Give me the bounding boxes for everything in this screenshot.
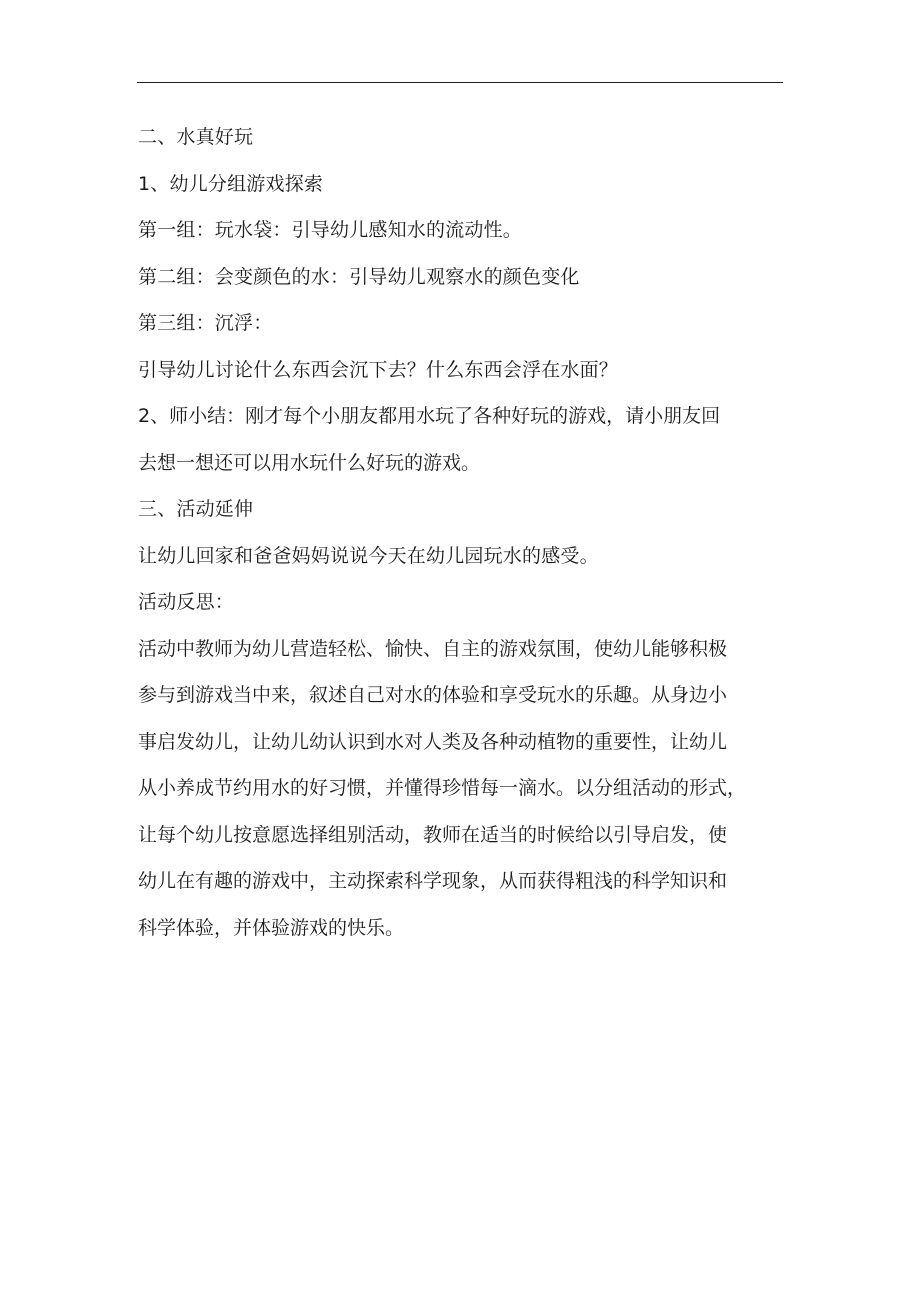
reflection-line: 科学体验，并体验游戏的快乐。 xyxy=(138,916,405,939)
extension-text: 让幼儿回家和爸爸妈妈说说今天在幼儿园玩水的感受。 xyxy=(138,544,599,567)
reflection-line: 事启发幼儿，让幼儿幼认识到水对人类及各种动植物的重要性，让幼儿 xyxy=(138,730,728,753)
summary-line-2: 去想一想还可以用水玩什么好玩的游戏。 xyxy=(138,451,481,474)
reflection-line: 从小养成节约用水的好习惯，并懂得珍惜每一滴水。以分组活动的形式， xyxy=(138,777,747,799)
group-1-text: 第一组：玩水袋：引导幼儿感知水的流动性。 xyxy=(138,219,523,241)
reflection-line: 参与到游戏当中来，叙述自己对水的体验和享受玩水的乐趣。从身边小 xyxy=(138,684,728,706)
reflection-line: 活动中教师为幼儿营造轻松、愉快、自主的游戏氛围，使幼儿能够积极 xyxy=(138,637,728,660)
group-3-detail: 引导幼儿讨论什么东西会沉下去？什么东西会浮在水面？ xyxy=(138,358,619,381)
section-heading-2: 二、水真好玩 xyxy=(138,126,254,148)
reflection-title: 活动反思： xyxy=(138,591,235,613)
header-rule xyxy=(137,82,783,83)
reflection-line: 让每个幼儿按意愿选择组别活动，教师在适当的时候给以引导启发，使 xyxy=(138,823,728,846)
reflection-line: 幼儿在有趣的游戏中，主动探索科学现象，从而获得粗浅的科学知识和 xyxy=(138,870,728,892)
group-3-text: 第三组：沉浮： xyxy=(138,312,273,334)
group-2-text: 第二组：会变颜色的水：引导幼儿观察水的颜色变化 xyxy=(138,265,580,288)
document-body xyxy=(138,114,786,951)
summary-line-1: 2、师小结：刚才每个小朋友都用水玩了各种好玩的游戏，请小朋友回 xyxy=(138,405,721,427)
section-heading-3: 三、活动延伸 xyxy=(138,498,254,520)
subsection-heading-1: 1、幼儿分组游戏探索 xyxy=(138,172,324,195)
